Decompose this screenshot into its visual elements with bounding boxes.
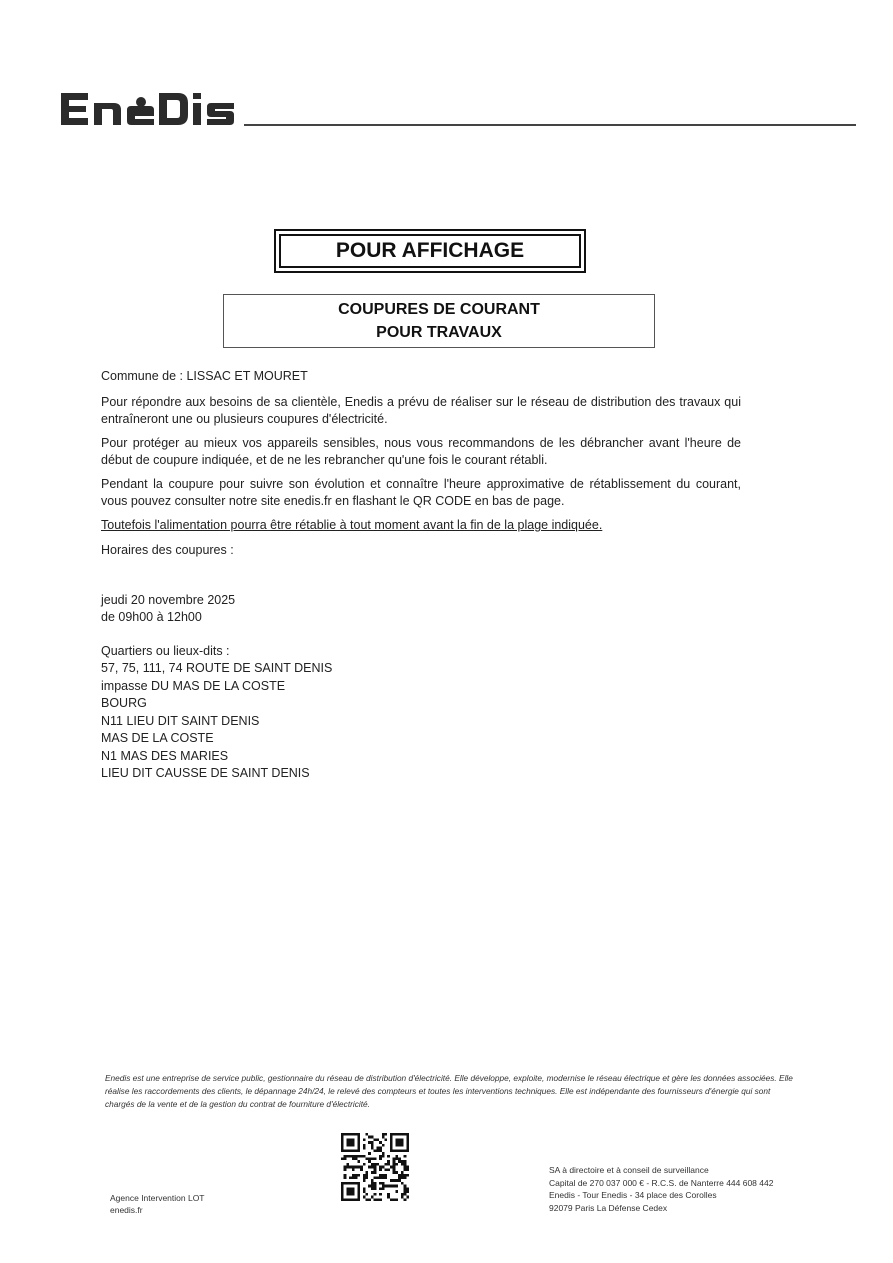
notice-title [223,294,655,348]
schedule-label: Horaires des coupures : [101,543,234,557]
legal-block [549,1164,773,1214]
paragraph-intro: Pour répondre aux besoins de sa clientèle, Enedis a prévu de réaliser sur le réseau de distribution des travaux qui entraîneront une ou plusieurs coupures d'électricité. [101,395,741,426]
agency-block [110,1192,205,1216]
legal-line: SA à directoire et à conseil de surveillance [549,1165,709,1175]
schedule-hours: de 09h00 à 12h00 [101,610,202,624]
company-disclaimer: Enedis est une entreprise de service public, gestionnaire du réseau de distribution d'électricité. Elle développe, exploite, modernise le réseau électrique et gère les données associées. Elle réalise les raccordements des clients, le dépannage 24h/24, le relevé des compteurs et toutes les interventions techniques. Elle est indépendante des fournisseurs d'énergie qui sont chargés de la vente et de la gestion du contrat de fourniture d'électricité. [105,1073,793,1109]
legal-line: Enedis - Tour Enedis - 34 place des Corolles [549,1190,717,1200]
location-item: N1 MAS DES MARIES [101,748,229,763]
poster-label-box [274,229,586,273]
paragraph-protect: Pour protéger au mieux vos appareils sensibles, nous vous recommandons de les débrancher avant l'heure de début de coupure indiquée, et de ne les rebrancher qu'une fois le courant rétabli. [101,436,741,467]
location-item: N11 LIEU DIT SAINT DENIS [101,713,260,728]
restoration-notice: Toutefois l'alimentation pourra être rétablie à tout moment avant la fin de la plage indiquée. [101,518,603,532]
commune-line: Commune de : LISSAC ET MOURET [101,369,308,383]
title-line-2: POUR TRAVAUX [376,324,502,341]
schedule-date: jeudi 20 novembre 2025 [101,593,236,607]
enedis-logo [58,88,238,130]
legal-line: Capital de 270 037 000 € - R.C.S. de Nanterre 444 608 442 [549,1177,774,1188]
locations-list [101,660,741,783]
paragraph-follow: Pendant la coupure pour suivre son évolution et connaître l'heure approximative de rétablissement du courant, vous pouvez consulter notre site enedis.fr en flashant le QR CODE en bas de page. [101,477,741,508]
location-item: BOURG [101,696,147,710]
website-link[interactable]: enedis.fr [110,1205,143,1215]
locations-label: Quartiers ou lieux-dits : [101,644,230,658]
title-line-1: COUPURES DE COURANT [338,301,540,318]
agency-name: Agence Intervention LOT [110,1193,205,1203]
legal-line: 92079 Paris La Défense Cedex [549,1202,668,1213]
location-item: impasse DU MAS DE LA COSTE [101,678,286,693]
location-item: LIEU DIT CAUSSE DE SAINT DENIS [101,766,310,780]
header-rule [244,124,856,126]
notice-body [101,368,741,783]
location-item: MAS DE LA COSTE [101,731,214,745]
location-item: 57, 75, 111, 74 ROUTE DE SAINT DENIS [101,661,333,675]
poster-label: POUR AFFICHAGE [279,234,581,268]
qr-code-icon[interactable] [341,1133,409,1201]
